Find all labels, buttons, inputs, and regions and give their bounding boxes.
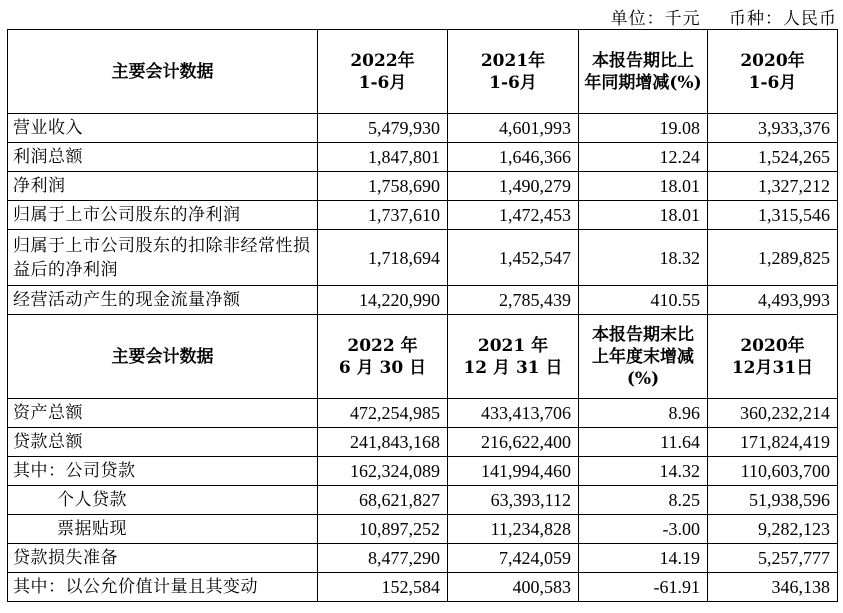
value-2021: 7,424,059 — [448, 544, 579, 573]
table-row — [8, 544, 838, 573]
value-change: 8.25 — [579, 486, 708, 515]
value-2022: 472,254,985 — [318, 399, 448, 428]
value-change: -3.00 — [579, 515, 708, 544]
section2-header-2020-date: 12月31日 — [731, 357, 814, 378]
value-2022: 10,897,252 — [318, 515, 448, 544]
row-label: 利润总额 — [8, 143, 318, 172]
table-row — [8, 573, 838, 602]
row-label: 资产总额 — [8, 399, 318, 428]
section1-header-change: 本报告期比上年同期增减(%) — [579, 30, 708, 114]
value-2020: 5,257,777 — [708, 544, 838, 573]
value-2021: 1,646,366 — [448, 143, 579, 172]
value-2021: 216,622,400 — [448, 428, 579, 457]
table-row — [8, 399, 838, 428]
section1-header-row — [8, 30, 838, 114]
section2-header-2022-date: 6 月 30 日 — [338, 357, 427, 378]
value-change: 14.32 — [579, 457, 708, 486]
section2-header-label: 主要会计数据 — [8, 315, 318, 399]
value-2022: 1,847,801 — [318, 143, 448, 172]
section2-header-2021-year: 2021 年 — [477, 335, 549, 356]
value-2022: 5,479,930 — [318, 114, 448, 143]
value-change: 19.08 — [579, 114, 708, 143]
value-2020: 346,138 — [708, 573, 838, 602]
value-change: 18.01 — [579, 201, 708, 230]
value-2021: 433,413,706 — [448, 399, 579, 428]
row-label: 贷款总额 — [8, 428, 318, 457]
unit-label: 单位：千元 — [610, 9, 701, 29]
row-label: 归属于上市公司股东的扣除非经常性损益后的净利润 — [8, 230, 318, 286]
section2-header-2022 — [318, 315, 448, 399]
section2-header-2022-year: 2022 年 — [347, 335, 418, 356]
section2-header-row — [8, 315, 838, 399]
table-row — [8, 486, 838, 515]
table-row — [8, 515, 838, 544]
section1-header-2021 — [448, 30, 579, 114]
value-2022: 162,324,089 — [318, 457, 448, 486]
row-label: 净利润 — [8, 172, 318, 201]
value-2020: 4,493,993 — [708, 286, 838, 315]
value-2021: 63,393,112 — [448, 486, 579, 515]
value-2022: 1,718,694 — [318, 230, 448, 286]
section1-header-2020-period: 1-6月 — [748, 72, 797, 93]
row-label: 其中：以公允价值计量且其变动 — [8, 573, 318, 602]
value-2022: 1,737,610 — [318, 201, 448, 230]
value-2021: 1,490,279 — [448, 172, 579, 201]
section2-header-change: 本报告期末比上年度末增减(%) — [579, 315, 708, 399]
value-2021: 11,234,828 — [448, 515, 579, 544]
value-2022: 152,584 — [318, 573, 448, 602]
value-2020: 1,289,825 — [708, 230, 838, 286]
value-2021: 2,785,439 — [448, 286, 579, 315]
unit-line — [611, 4, 837, 29]
row-label: 票据贴现 — [8, 515, 318, 544]
value-change: 11.64 — [579, 428, 708, 457]
value-2020: 1,327,212 — [708, 172, 838, 201]
row-label: 营业收入 — [8, 114, 318, 143]
value-change: 18.32 — [579, 230, 708, 286]
value-2022: 14,220,990 — [318, 286, 448, 315]
table-row — [8, 143, 838, 172]
table-row — [8, 230, 838, 286]
value-2021: 400,583 — [448, 573, 579, 602]
table-row — [8, 428, 838, 457]
section1-header-2020 — [708, 30, 838, 114]
table-row — [8, 114, 838, 143]
value-2020: 110,603,700 — [708, 457, 838, 486]
value-2022: 241,843,168 — [318, 428, 448, 457]
value-2022: 8,477,290 — [318, 544, 448, 573]
value-2020: 51,938,596 — [708, 486, 838, 515]
row-label: 归属于上市公司股东的净利润 — [8, 201, 318, 230]
row-label: 贷款损失准备 — [8, 544, 318, 573]
section1-header-2021-period: 1-6月 — [489, 72, 537, 93]
section1-header-2022-year: 2022年 — [350, 50, 415, 71]
value-change: 8.96 — [579, 399, 708, 428]
value-change: 12.24 — [579, 143, 708, 172]
section1-header-2020-year: 2020年 — [740, 50, 805, 71]
accounting-data-table — [7, 29, 838, 602]
value-change: 14.19 — [579, 544, 708, 573]
value-2021: 4,601,993 — [448, 114, 579, 143]
value-change: 18.01 — [579, 172, 708, 201]
value-2020: 171,824,419 — [708, 428, 838, 457]
section2-header-2021 — [448, 315, 579, 399]
value-2020: 1,524,265 — [708, 143, 838, 172]
value-change: 410.55 — [579, 286, 708, 315]
section2-header-2020-year: 2020年 — [740, 335, 805, 356]
value-2021: 1,472,453 — [448, 201, 579, 230]
value-2021: 1,452,547 — [448, 230, 579, 286]
table-row — [8, 201, 838, 230]
section1-header-2022 — [318, 30, 448, 114]
section1-header-label: 主要会计数据 — [8, 30, 318, 114]
section2-header-2021-date: 12 月 31 日 — [463, 357, 563, 378]
table-row — [8, 286, 838, 315]
value-2020: 1,315,546 — [708, 201, 838, 230]
value-2020: 9,282,123 — [708, 515, 838, 544]
row-label: 个人贷款 — [8, 486, 318, 515]
value-2022: 1,758,690 — [318, 172, 448, 201]
value-change: -61.91 — [579, 573, 708, 602]
row-label: 其中：公司贷款 — [8, 457, 318, 486]
value-2020: 3,933,376 — [708, 114, 838, 143]
table-row — [8, 457, 838, 486]
section1-header-2021-year: 2021年 — [480, 50, 546, 71]
currency-label: 币种：人民币 — [729, 9, 837, 29]
value-2021: 141,994,460 — [448, 457, 579, 486]
value-2020: 360,232,214 — [708, 399, 838, 428]
section1-header-2022-period: 1-6月 — [358, 72, 407, 93]
section2-header-2020 — [708, 315, 838, 399]
row-label: 经营活动产生的现金流量净额 — [8, 286, 318, 315]
table-row — [8, 172, 838, 201]
value-2022: 68,621,827 — [318, 486, 448, 515]
